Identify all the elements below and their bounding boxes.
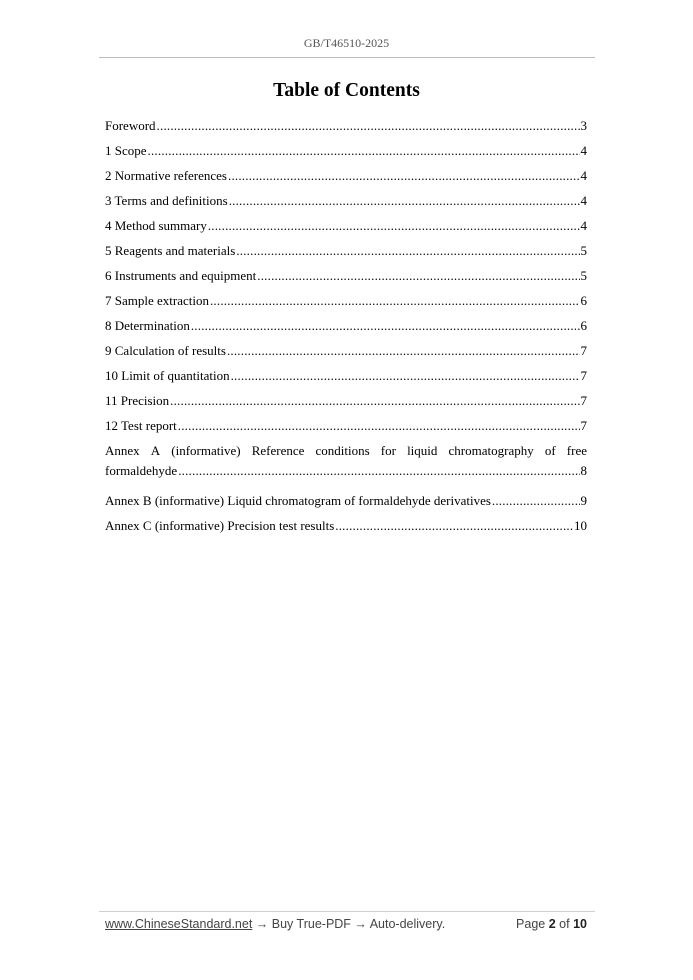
toc-entry-label: formaldehyde	[105, 463, 178, 478]
toc-entry-label: 3 Terms and definitions	[105, 193, 228, 208]
toc-word: free	[566, 443, 587, 458]
toc-entry-label: 11 Precision	[105, 393, 170, 408]
toc-word: A	[150, 443, 161, 458]
page-indicator	[516, 917, 587, 931]
page-word: Page	[516, 917, 546, 931]
site-link[interactable]: www.ChineseStandard.net	[105, 917, 253, 931]
toc-entry-label: 12 Test report	[105, 418, 177, 433]
toc-leader-dots	[231, 366, 580, 386]
toc-leader-dots	[191, 316, 580, 336]
toc-entry-page: 4	[580, 168, 587, 183]
footer-promo	[105, 917, 445, 931]
toc-leader-dots	[210, 291, 580, 311]
toc-entry-calculation[interactable]	[105, 341, 587, 366]
toc-entry-label: 6 Instruments and equipment	[105, 268, 257, 283]
toc-entry-annex-a[interactable]	[105, 441, 587, 491]
toc-annex-a-line2	[105, 461, 587, 481]
toc-entry-page: 5	[580, 268, 587, 283]
toc-word: for	[380, 443, 396, 458]
toc-entry-foreword[interactable]	[105, 116, 587, 141]
toc-entry-label: Annex C (informative) Precision test results	[105, 518, 335, 533]
toc-entry-determination[interactable]	[105, 316, 587, 341]
toc-leader-dots	[257, 266, 579, 286]
toc-entry-page: 6	[580, 293, 587, 308]
toc-entry-normative-references[interactable]	[105, 166, 587, 191]
toc-entry-label: 7 Sample extraction	[105, 293, 209, 308]
header-divider	[99, 57, 595, 58]
toc-leader-dots	[229, 191, 580, 211]
toc-leader-dots	[335, 516, 573, 536]
toc-entry-label: 2 Normative references	[105, 168, 227, 183]
toc-entry-label: 10 Limit of quantitation	[105, 368, 230, 383]
toc-entry-page: 9	[580, 493, 587, 508]
footer-promo-text: → Buy True-PDF → Auto-delivery.	[252, 917, 446, 931]
toc-entry-precision[interactable]	[105, 391, 587, 416]
toc-entry-page: 5	[580, 243, 587, 258]
toc-entry-label: 8 Determination	[105, 318, 190, 333]
toc-word: (informative)	[171, 443, 241, 458]
toc-leader-dots	[228, 166, 580, 186]
toc-entry-page: 7	[580, 343, 587, 358]
toc-entry-page: 7	[580, 418, 587, 433]
toc-entry-page: 7	[580, 368, 587, 383]
toc-entry-test-report[interactable]	[105, 416, 587, 441]
page-header: GB/T46510-2025	[303, 36, 390, 50]
toc-leader-dots	[492, 491, 580, 511]
toc-entry-terms-definitions[interactable]	[105, 191, 587, 216]
toc-entry-annex-b[interactable]	[105, 491, 587, 516]
toc-annex-a-line1	[105, 441, 587, 461]
toc-word: conditions	[315, 443, 370, 458]
toc-entry-label: 4 Method summary	[105, 218, 207, 233]
page-footer	[105, 917, 587, 931]
toc-entry-label: Annex B (informative) Liquid chromatogram of formaldehyde derivatives	[105, 493, 491, 508]
toc-entry-sample-extraction[interactable]	[105, 291, 587, 316]
toc-entry-label: Foreword	[105, 118, 156, 133]
toc-entry-page: 3	[580, 118, 587, 133]
toc-word: Annex	[105, 443, 140, 458]
toc-entry-annex-c[interactable]	[105, 516, 587, 541]
toc-leader-dots	[227, 341, 580, 361]
page-title: Table of Contents	[273, 80, 420, 101]
toc-entry-label: 5 Reagents and materials	[105, 243, 236, 258]
toc-leader-dots	[208, 216, 580, 236]
toc-word: liquid	[407, 443, 438, 458]
page-current: 2	[548, 917, 556, 931]
page-total: 10	[573, 917, 587, 931]
toc-entry-page: 4	[580, 218, 587, 233]
toc-entry-label: 9 Calculation of results	[105, 343, 226, 358]
footer-divider	[99, 911, 595, 912]
toc-leader-dots	[178, 461, 579, 481]
toc-word: of	[544, 443, 556, 458]
toc-entry-page: 7	[580, 393, 587, 408]
toc-entry-page: 4	[580, 193, 587, 208]
toc-entry-reagents[interactable]	[105, 241, 587, 266]
toc-word: Reference	[251, 443, 305, 458]
toc-leader-dots	[178, 416, 580, 436]
toc-entry-page: 6	[580, 318, 587, 333]
of-word: of	[559, 917, 570, 931]
toc-entry-instruments[interactable]	[105, 266, 587, 291]
toc-leader-dots	[148, 141, 580, 161]
toc-entry-label: 1 Scope	[105, 143, 147, 158]
table-of-contents	[105, 116, 587, 541]
toc-entry-page: 4	[580, 143, 587, 158]
toc-leader-dots	[236, 241, 579, 261]
toc-word: chromatography	[448, 443, 534, 458]
toc-entry-scope[interactable]	[105, 141, 587, 166]
toc-entry-limit-quantitation[interactable]	[105, 366, 587, 391]
toc-entry-page: 8	[580, 463, 587, 478]
toc-leader-dots	[170, 391, 579, 411]
toc-entry-method-summary[interactable]	[105, 216, 587, 241]
toc-leader-dots	[157, 116, 580, 136]
toc-entry-page: 10	[574, 518, 587, 533]
